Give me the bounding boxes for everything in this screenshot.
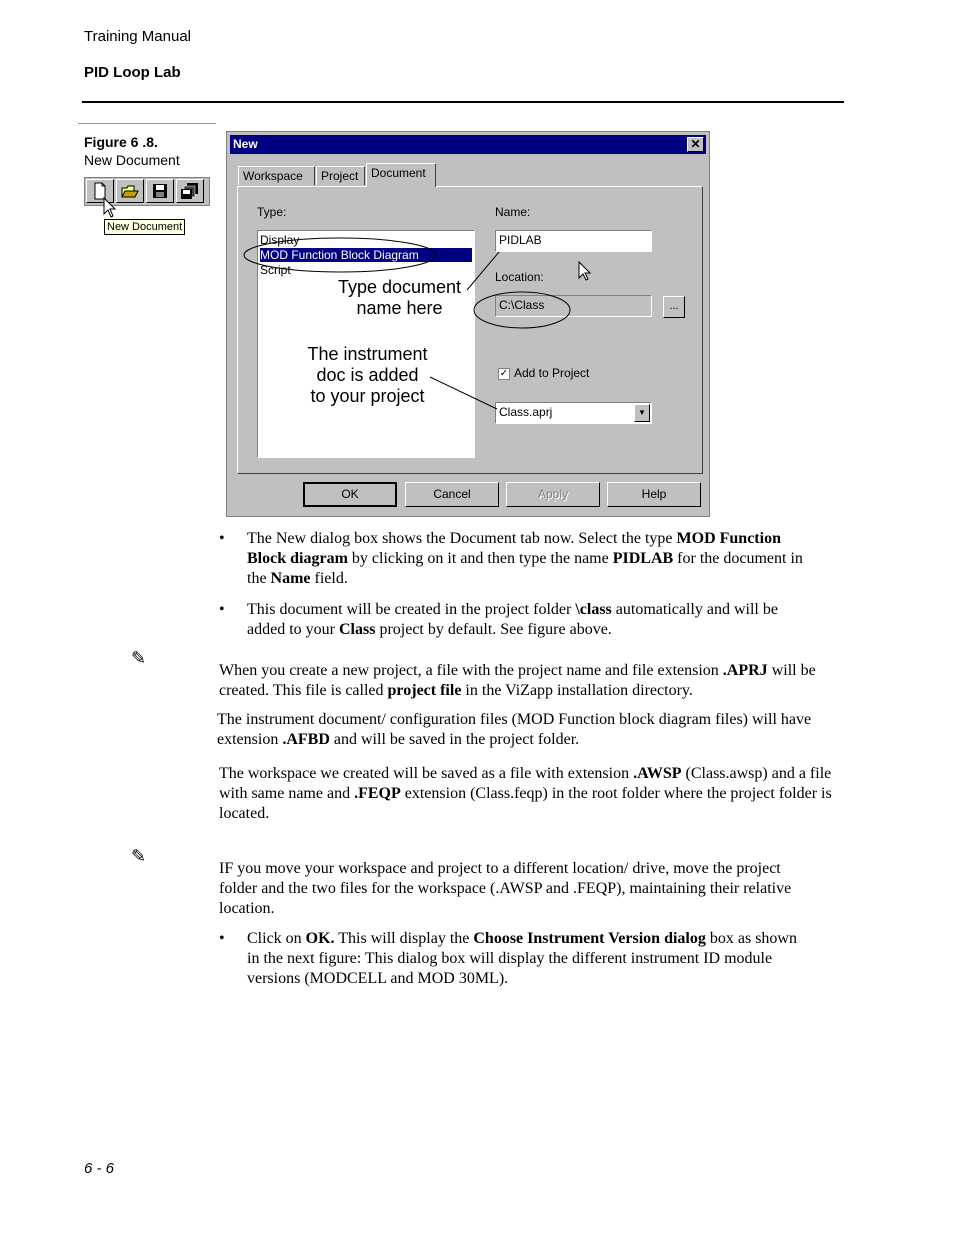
mouse-pointer-icon [579,262,590,280]
dialog-title: New [233,137,258,151]
annotation-doc-added-line3: to your project [310,386,425,406]
text-run: extension (Class.feqp) in the root folder where the project folder is located. [219,785,832,822]
save-all-icon [177,180,203,202]
text-run: by clicking on it and then type the name [347,550,613,567]
annotation-doc-added-line2: doc is added [316,365,419,385]
text-run: in the ViZapp installation directory. [461,682,693,699]
type-item-mod-function-block-diagram[interactable]: MOD Function Block Diagram [260,248,472,262]
save-icon [147,180,173,202]
text-run: field. [310,570,348,587]
note-pencil-icon: ✎ [131,846,147,866]
bold-run: \class [575,601,612,618]
tab-workspace-label: Workspace [243,169,303,183]
paragraph-instrument-document [217,710,825,750]
figure-number: Figure 6 .8. [84,134,158,150]
note-project-file [219,661,819,701]
close-icon: ✕ [690,137,701,151]
bullet-project-folder [219,600,819,640]
text-run: and will be saved in the project folder. [329,731,580,748]
tooltip: New Document [104,219,185,235]
header-subtitle: PID Loop Lab [84,64,181,81]
note-move-workspace: IF you move your workspace and project to a different location/ drive, move the project folder and the two files for the workspace (.AWSP and .FEQP), maintaining their relative location. [219,860,792,917]
text-run: for the document in the [247,550,803,587]
chevron-down-icon[interactable]: ▼ [634,404,650,422]
text-run: Click on [247,930,306,947]
note-pencil-icon: ✎ [131,648,147,668]
text-run: This will display the [334,930,474,947]
ok-button[interactable]: OK [303,482,397,507]
bullet-icon: • [219,530,225,547]
bullet-icon: • [219,601,225,618]
type-item-script[interactable]: Script [260,263,291,277]
tab-document-label: Document [371,166,426,180]
annotation-doc-added-line1: The instrument [307,344,428,364]
paragraph-workspace-files [219,764,841,824]
annotation-type-name-line1: Type document [337,277,462,297]
cancel-button[interactable]: Cancel [405,482,499,507]
annotation-overlay [227,132,711,518]
open-button[interactable] [116,179,144,203]
help-button[interactable]: Help [607,482,701,507]
save-button[interactable] [146,179,174,203]
figure-rule [78,123,216,124]
project-select-value: Class.aprj [499,405,553,419]
bullet-project-folder-text [247,600,819,640]
text-run: will be created. This file is called [219,662,816,699]
bullet-select-type [219,529,819,589]
text-run: This document will be created in the project folder [247,601,576,618]
location-label: Location: [495,270,544,284]
text-run: When you create a new project, a file with the project name and file extension [219,662,723,679]
bold-run: OK. [305,930,335,947]
ellipse-location [474,292,570,328]
text-run: The instrument document/ configuration files (MOD Function block diagram files) will have extension [217,711,812,748]
save-all-button[interactable] [176,179,204,203]
annotation-type-name-line2: name here [356,298,443,318]
text-run: (Class.awsp) and a file with same name and [219,765,832,802]
type-item-display[interactable]: Display [260,233,300,247]
bold-run: MOD Function Block diagram [247,530,781,567]
page-number: 6 - 6 [84,1160,115,1177]
text-run: automatically and will be added to your [247,601,778,638]
tab-project-label: Project [321,169,359,183]
tab-document[interactable] [366,163,436,187]
header-title: Training Manual [84,28,191,45]
text-run: The workspace we created will be saved as a file with extension [219,765,634,782]
bold-run: Class [338,621,376,638]
add-to-project-label[interactable]: Add to Project [514,366,590,380]
bullet-click-ok [219,929,811,989]
new-dialog [226,131,710,517]
apply-button[interactable]: Apply [506,482,600,507]
name-label: Name: [495,205,531,219]
bold-run: Name [270,570,311,587]
bold-run: .AFBD [282,731,330,748]
location-field[interactable]: C:\Class [495,295,652,317]
bold-run: .AWSP [633,765,682,782]
text-run: The New dialog box shows the Document tab now. Select the type [247,530,677,547]
text-run: box as shown in the next figure: This dialog box will display the different instrument ID module versions (MODCELL and MOD 30ML). [247,930,797,987]
open-folder-icon [117,180,143,202]
ellipse-selected-type [244,238,436,272]
pointer-line-project [430,377,497,409]
bold-run: .APRJ [722,662,768,679]
browse-button[interactable]: ... [663,296,685,318]
header-rule [82,101,844,103]
bullet-select-type-text [247,529,819,589]
bold-run: Choose Instrument Version dialog [473,930,706,947]
pointer-line-name [467,252,499,290]
figure-caption: New Document [84,152,180,168]
bold-run: PIDLAB [612,550,674,567]
bullet-icon: • [219,930,225,947]
check-mark-icon: ✓ [499,368,509,379]
mouse-cursor-icon [100,196,120,220]
bold-run: project file [387,682,462,699]
text-run: project by default. See figure above. [375,621,612,638]
name-field[interactable]: PIDLAB [495,230,652,252]
bold-run: .FEQP [354,785,401,802]
bullet-click-ok-text [247,929,811,989]
type-label: Type: [257,205,287,219]
